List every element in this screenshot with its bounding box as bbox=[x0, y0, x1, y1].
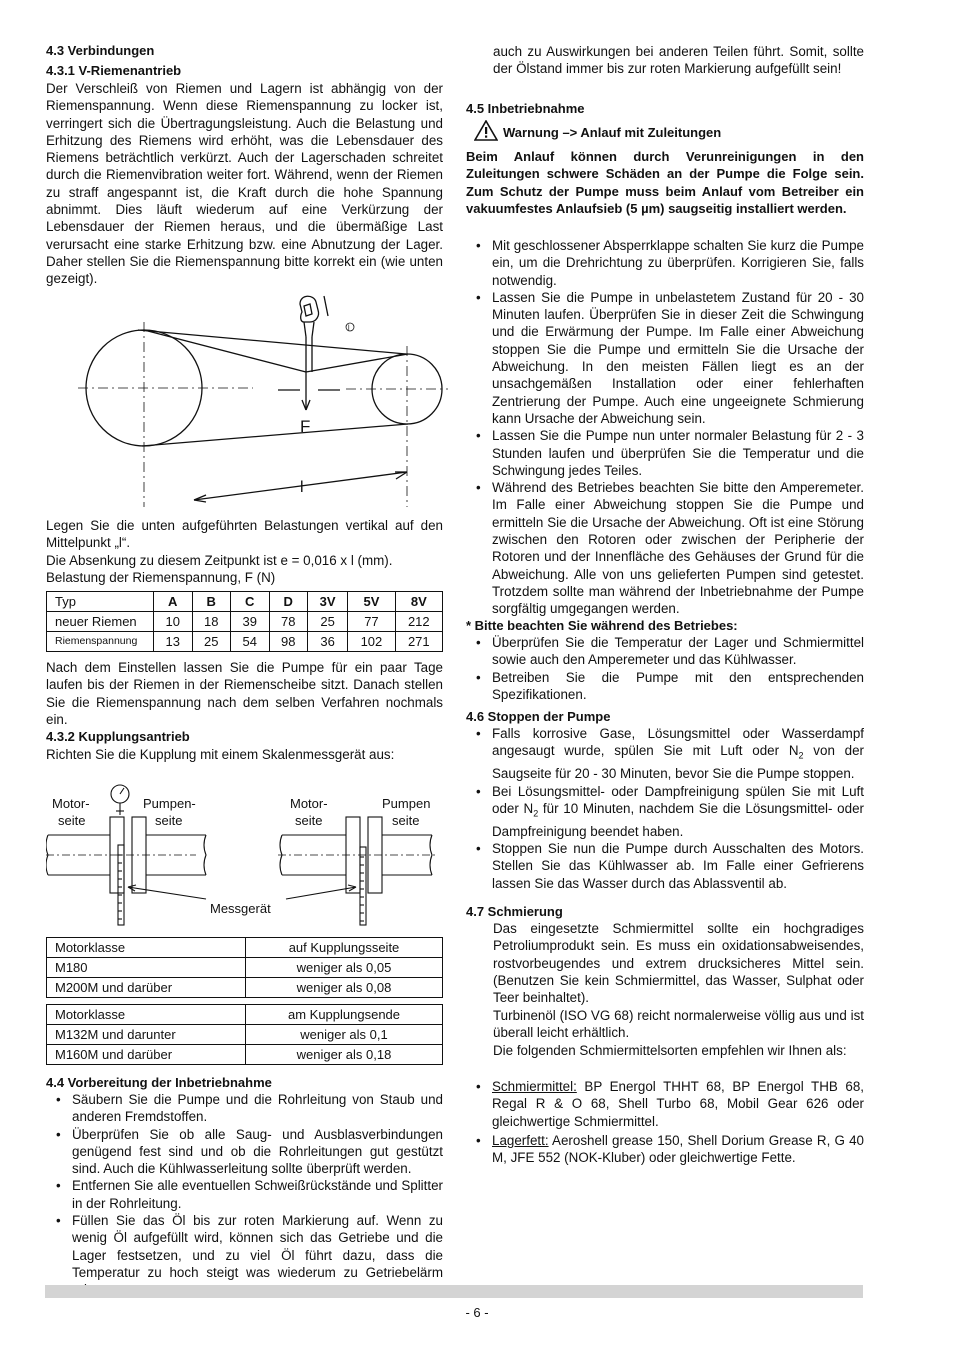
heading-4-3-2: 4.3.2 Kupplungsantrieb bbox=[46, 729, 190, 744]
v-belt-diagram bbox=[78, 292, 448, 510]
coupling-label-pump-1: Pumpen- bbox=[143, 796, 196, 811]
table-cell: 54 bbox=[231, 632, 270, 652]
table-cell: M160M und darüber bbox=[47, 1045, 246, 1065]
table-cell: Motorklasse bbox=[47, 1005, 246, 1025]
table-cell: 78 bbox=[269, 612, 308, 632]
list-item: • Stoppen Sie nun die Pumpe durch Ausschalten des Motors. Stellen Sie das Kühlwasser ab. Im Falle einer Gefrierens lassen Sie das Wasser durch das Ablassventil ab. bbox=[466, 840, 864, 892]
table-header-cell: 5V bbox=[348, 592, 395, 612]
table-cell: 25 bbox=[308, 612, 348, 632]
coupling-label-seite-1: seite bbox=[58, 813, 86, 828]
paragraph-load-2: Die Absenkung zu diesem Zeitpunkt ist e = 0,016 x l (mm). bbox=[46, 553, 393, 568]
list-item: • Überprüfen Sie die Temperatur der Lager und Schmiermittel sowie auch den Amperemeter und das Kühlwasser. bbox=[466, 634, 864, 669]
table-cell: neuer Riemen bbox=[47, 612, 154, 632]
warning-text: Beim Anlauf können durch Verunreinigungen in den Zuleitungen schwere Schäden an der Pumpe die Folge sein. Zum Schutz der Pumpe muss beim Anlauf vom Betreiber ein vakuumfestes Anlaufsieb (5 µm) saugseitig installiert werden. bbox=[466, 149, 864, 216]
table-header-cell: A bbox=[154, 592, 193, 612]
heading-4-7: 4.7 Schmierung bbox=[466, 904, 563, 919]
list-item: • Während des Betriebes beachten Sie bitte den Amperemeter. Im Falle einer Abweichung stoppen Sie die Pumpe und ermitteln Sie die Ursache der Abweichung. Oft ist eine Störung zwischen den Rotoren oder zwischen der Peripherie der Rotoren und der Innenfläche des Gehäuses der Grund für die Abweichung. Alle von uns gelieferten Pumpen sind getestet. Trotzdem sollte man während der Inbetriebnahme der Pumpe sorgfältig umgegangen werden. bbox=[466, 479, 864, 617]
list-item: • Überprüfen Sie ob alle Saug- und Ausblasverbindungen genügend fest sind und ob die Rohrleitungen gut gestützt sind. Auch die Kühlwasserleitung sollte überprüft werden. bbox=[46, 1126, 443, 1178]
table-row bbox=[47, 1005, 443, 1025]
heading-4-6: 4.6 Stoppen der Pumpe bbox=[466, 709, 611, 724]
table-header-cell: D bbox=[269, 592, 308, 612]
table-cell: weniger als 0,1 bbox=[246, 1025, 443, 1045]
table-row bbox=[47, 978, 443, 998]
coupling-label-pseite-2: seite bbox=[392, 813, 420, 828]
table-cell: 18 bbox=[192, 612, 231, 632]
coupling-label-motor-2: Motor- bbox=[290, 796, 328, 811]
list-item: • Füllen Sie das Öl bis zur roten Markierung auf. Wenn zu wenig Öl aufgefüllt wird, können sich das Getriebe und die Lager festsetzen, und zu viel Öl führt dazu, dass die Temperatur zu hoch steigt was wiederum zu Getriebelärm bbox=[46, 1212, 443, 1298]
list-note bbox=[466, 634, 864, 703]
table-cell: 36 bbox=[308, 632, 348, 652]
paragraph-coupling: Richten Sie die Kupplung mit einem Skalenmessgerät aus: bbox=[46, 747, 395, 762]
table-header-cell: B bbox=[192, 592, 231, 612]
paragraph-v-belt: Der Verschleiß von Riemen und Lagern ist abhängig von der Riemenspannung. Wenn diese Riemenspannung zu locker ist, verringert sich die Übertragungsleistung. Auch die Belastung und Erhitzung des Riemens wird erhöht, was die Lebensdauer des Riemens beträchtlich verkürzt. Auch der Lagerschaden schreitet durch die Riemenvibration weiter fort. Während, wenn der Riemen zu straff angespannt ist, die Kraft durch die hohe Spannung abnimmt. Dies läuft wiederum auf eine Verkürzung der Lebensdauer der Riemen heraus, und die übermäßige Last verursacht eine starke Erhitzung bzw. eine Abnutzung der Lager. Daher stellen Sie die Riemenspannung bitte korrekt ein (wie unten gezeigt). bbox=[46, 81, 443, 287]
table-row bbox=[47, 612, 443, 632]
coupling-label-gauge: Messgerät bbox=[210, 901, 271, 916]
list-item: • Falls korrosive Gase, Lösungsmittel oder Wasserdampf angesaugt wurde, spülen Sie mit Luft oder $N_2$ von der Saugseite für 20 - 30 Minuten, bevor Sie die Pumpe stoppen. bbox=[466, 725, 864, 783]
paragraph-load-1: Legen Sie die unten aufgeführten Belastungen vertikal auf den Mittelpunkt „l“. bbox=[46, 518, 443, 551]
belt-circle-label: l bbox=[348, 325, 350, 332]
page-number: - 6 - bbox=[465, 1305, 489, 1320]
heading-4-3-1: 4.3.1 V-Riemenantrieb bbox=[46, 63, 182, 78]
table-cell: auf Kupplungsseite bbox=[246, 938, 443, 958]
list-4-4 bbox=[46, 1091, 443, 1299]
list-lubricants bbox=[466, 1078, 864, 1166]
table-header-cell: Typ bbox=[47, 592, 154, 612]
warning-icon bbox=[474, 120, 498, 141]
table-header-cell: 3V bbox=[308, 592, 348, 612]
heading-4-5: 4.5 Inbetriebnahme bbox=[466, 101, 585, 116]
list-4-6 bbox=[466, 725, 864, 892]
table-cell: 102 bbox=[348, 632, 395, 652]
heading-4-4: 4.4 Vorbereitung der Inbetriebnahme bbox=[46, 1075, 272, 1090]
coupling-table-2 bbox=[46, 1004, 443, 1065]
coupling-label-pump-2: Pumpen bbox=[382, 796, 431, 811]
table-cell: weniger als 0,08 bbox=[246, 978, 443, 998]
table-row bbox=[47, 938, 443, 958]
list-item: • Mit geschlossener Absperrklappe schalten Sie kurz die Pumpe ein, um die Drehrichtung zu überprüfen. Korrigieren Sie, falls notwendig. bbox=[466, 237, 864, 289]
list-item: • Lassen Sie die Pumpe in unbelastetem Zustand für 20 - 30 Minuten laufen. Überprüfen Sie in dieser Zeit die Schwingung und die Erwärmung der Pumpe. Im Falle einer Abweichung stoppen Sie die Pumpe und ermitteln Sie die Ursache der Abweichung. In den meisten Fällen liegt es an der unsachgemäßen Installation oder einer fehlerhaften Zentrierung der Pumpe. Auch eine ungeeignete Schmierung kann Ursache der Abweichung sein. bbox=[466, 289, 864, 427]
list-item: • Lagerfett: Aeroshell grease 150, Shell Dorium Grease R, G 40 M, JFE 552 (NOK-Kluber) oder gleichwertige Fette. bbox=[466, 1132, 864, 1167]
coupling-label-seite-2: seite bbox=[295, 813, 323, 828]
list-4-5 bbox=[466, 237, 864, 618]
paragraph-load-3: Belastung der Riemenspannung, F (N) bbox=[46, 570, 276, 585]
heading-4-3: 4.3 Verbindungen bbox=[46, 43, 155, 58]
list-item: • Betreiben Sie die Pumpe mit den entsprechenden Spezifikationen. bbox=[466, 669, 864, 704]
table-cell: Riemenspannung bbox=[47, 632, 154, 652]
list-item: • Entfernen Sie alle eventuellen Schweißrückstände und Splitter in der Rohrleitung. bbox=[46, 1177, 443, 1212]
belt-tension-table bbox=[46, 591, 443, 652]
list-item: • Schmiermittel: BP Energol THHT 68, BP Energol THB 68, Regal R & O 68, Shell Turbo 68, Mobil Gear 626 oder gleichwertige Schmiermittel. bbox=[466, 1078, 864, 1130]
table-header-cell: C bbox=[231, 592, 270, 612]
coupling-label-pseite-1: seite bbox=[155, 813, 183, 828]
table-row bbox=[47, 1025, 443, 1045]
table-header-cell: 8V bbox=[395, 592, 442, 612]
table-cell: weniger als 0,18 bbox=[246, 1045, 443, 1065]
table-cell: 98 bbox=[269, 632, 308, 652]
coupling-label-motor-1: Motor- bbox=[52, 796, 90, 811]
coupling-table-1 bbox=[46, 937, 443, 998]
table-cell: weniger als 0,05 bbox=[246, 958, 443, 978]
table-cell: 271 bbox=[395, 632, 442, 652]
table-cell: 13 bbox=[154, 632, 193, 652]
table-row bbox=[47, 1045, 443, 1065]
table-cell: 39 bbox=[231, 612, 270, 632]
table-cell: 25 bbox=[192, 632, 231, 652]
table-cell: 77 bbox=[348, 612, 395, 632]
table-row bbox=[47, 958, 443, 978]
table-cell: 10 bbox=[154, 612, 193, 632]
table-cell: am Kupplungsende bbox=[246, 1005, 443, 1025]
table-row bbox=[47, 632, 443, 652]
list-item: • Bei Lösungsmittel- oder Dampfreinigung spülen Sie mit Luft oder $N_2$ für 10 Minuten, nachdem Sie die Lösungsmittel- oder Dampfreinigung beendet haben. bbox=[466, 783, 864, 841]
list-item: • Lassen Sie die Pumpe nun unter normaler Belastung für 2 - 3 Stunden laufen und überprüfen Sie die Temperatur und die Schwingung jedes Teiles. bbox=[466, 427, 864, 479]
paragraph-lubrication-2: Turbinenöl (ISO VG 68) reicht normalerweise völlig aus und ist überall leicht erhältlich. bbox=[493, 1008, 864, 1041]
paragraph-after-adjust: Nach dem Einstellen lassen Sie die Pumpe für ein paar Tage laufen bis der Riemen in der Riemenscheibe sitzt. Danach stellen Sie die Riemenspannung nach dem selben Verfahren nochmals ein. bbox=[46, 660, 443, 727]
belt-length-label: l bbox=[300, 479, 304, 496]
paragraph-continued: auch zu Auswirkungen bei anderen Teilen führt. Somit, sollte der Ölstand immer bis zur roten Markierung aufgefüllt sein! bbox=[493, 44, 864, 77]
coupling-alignment-diagram bbox=[46, 775, 443, 930]
warning-title: Warnung –> Anlauf mit Zuleitungen bbox=[503, 125, 722, 140]
note-heading: * Bitte beachten Sie während des Betriebes: bbox=[466, 618, 738, 633]
paragraph-lubrication-1: Das eingesetzte Schmiermittel sollte ein hochgradiges Petroliumprodukt sein. Es muss ein oxidationsabweisendes, rostvorbeugendes und extrem drucksicheres Mittel sein. (Benutzen Sie kein Schmiermittel, das Wasser, Sulphat oder Teer beinhaltet). bbox=[493, 921, 864, 1006]
table-cell: Motorklasse bbox=[47, 938, 246, 958]
paragraph-lubrication-3: Die folgenden Schmiermittelsorten empfehlen wir Ihnen als: bbox=[493, 1043, 847, 1058]
belt-force-label: F bbox=[300, 417, 311, 436]
table-cell: 212 bbox=[395, 612, 442, 632]
footer-bar bbox=[45, 1285, 863, 1298]
table-cell: M200M und darüber bbox=[47, 978, 246, 998]
table-cell: M132M und darunter bbox=[47, 1025, 246, 1045]
table-row bbox=[47, 592, 443, 612]
table-cell: M180 bbox=[47, 958, 246, 978]
list-item: • Säubern Sie die Pumpe und die Rohrleitung von Staub und anderen Fremdstoffen. bbox=[46, 1091, 443, 1126]
